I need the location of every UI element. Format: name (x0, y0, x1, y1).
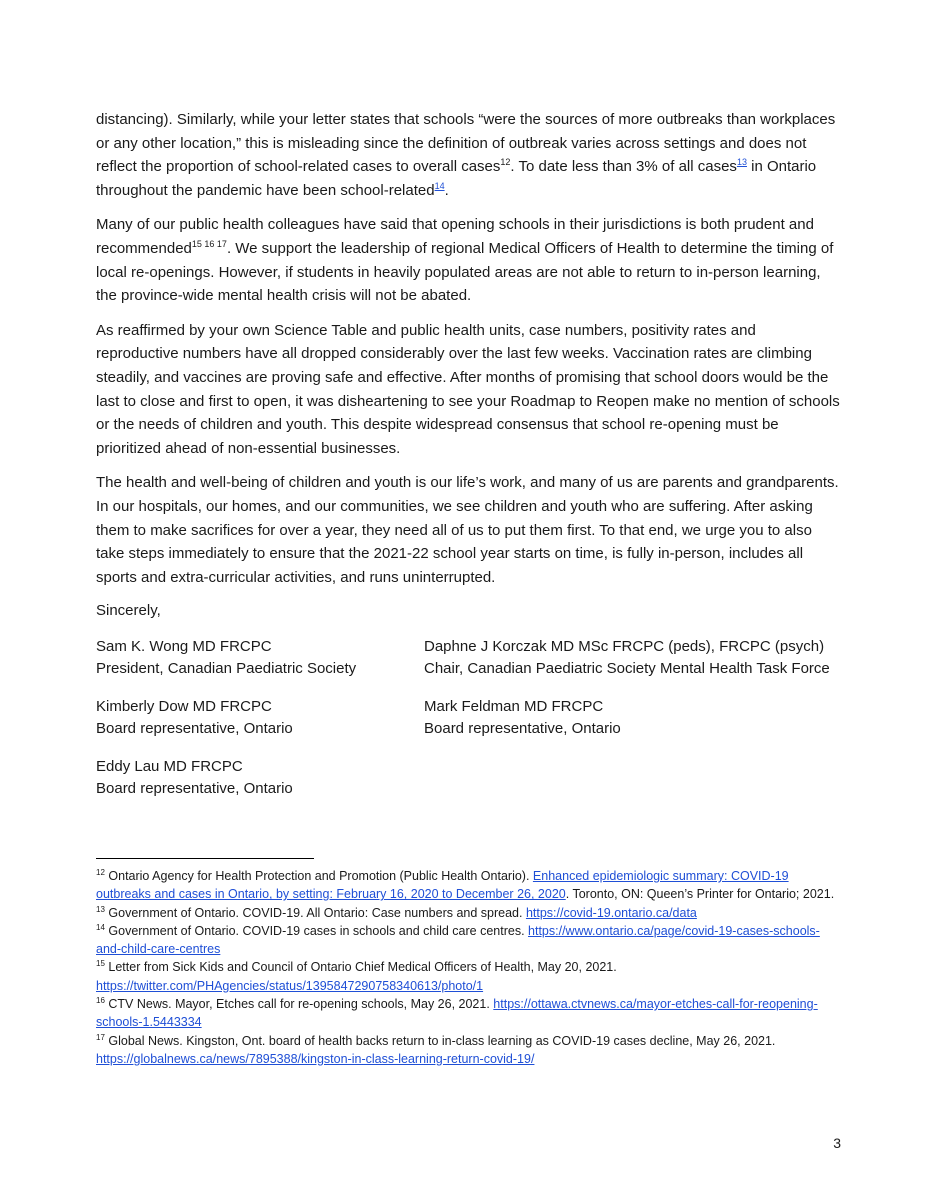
signatory-name: Kimberly Dow MD FRCPC (96, 698, 272, 716)
footnote-link-14[interactable]: 14 (434, 180, 445, 191)
signatory (96, 756, 424, 800)
footnote-14 (96, 922, 841, 959)
p1-text-a: distancing). Similarly, while your letter states that schools “were the sources of more outbreaks than workplaces or any other location,” this is misleading since the definition of outbreak varies across settings and does not reflect the proportion of school-related cases to overall cases (96, 111, 836, 176)
signatory-title: Board representative, Ontario (96, 720, 293, 738)
footnote-number: 12 (96, 867, 105, 877)
footnote-number: 15 (96, 959, 105, 969)
paragraph-4: The health and well-being of children and youth is our life’s work, and many of us are parents and grandparents. In our hospitals, our homes, and our communities, we see children and youth who are suffering. After asking them to make sacrifices for over a year, they need all of us to put them first. To that end, we urge you to also take steps immediately to ensure that the 2021-22 school year starts on time, is fully in-person, includes all sports and extra-curricular activities, and runs uninterrupted. (96, 474, 839, 586)
footnote-13 (96, 904, 841, 922)
signatory (424, 636, 841, 680)
signatory (96, 636, 424, 680)
p2-text-a: Many of our public health colleagues have said that opening schools in their jurisdictions is both prudent and recommended (96, 216, 814, 257)
footnote-link[interactable]: https://twitter.com/PHAgencies/status/1395847290758340613/photo/1 (96, 978, 484, 993)
signatory-name: Mark Feldman MD FRCPC (424, 698, 604, 716)
signatory (424, 696, 841, 740)
footnote-link[interactable]: https://ottawa.ctvnews.ca/mayor-etches-call-for-reopening-schools-1.5443334 (96, 997, 818, 1030)
signatory-name: Eddy Lau MD FRCPC (96, 758, 243, 776)
footnotes (96, 867, 841, 1068)
footnote-text: Ontario Agency for Health Protection and Promotion (Public Health Ontario). (108, 869, 533, 883)
footnote-number: 14 (96, 922, 105, 932)
p1-text-b: . To date less than 3% of all cases (510, 158, 737, 176)
p1-text-d: . (444, 181, 449, 199)
footnote-link[interactable]: Enhanced epidemiologic summary: COVID-19 outbreaks and cases in Ontario, by setting: February 16, 2020 to December 26, 2020 (96, 869, 789, 902)
footnote-number: 13 (96, 904, 105, 914)
p2-text-b: . We support the leadership of regional Medical Officers of Health to determine the timing of local re-openings. However, if students in heavily populated areas are not able to return to in-person learning, the province-wide mental health crisis will not be abated. (96, 239, 834, 305)
signatory-name: Sam K. Wong MD FRCPC (96, 638, 272, 656)
paragraph-1 (96, 108, 841, 202)
footnote-number: 16 (96, 995, 105, 1005)
signatory-title: President, Canadian Paediatric Society (96, 660, 357, 678)
footnote-separator (96, 858, 314, 859)
page-number: 3 (833, 1135, 841, 1151)
footnote-text: CTV News. Mayor, Etches call for re-opening schools, May 26, 2021. (108, 997, 494, 1012)
footnote-17 (96, 1032, 841, 1069)
paragraph-2 (96, 213, 841, 307)
footnote-markers-15-16-17: 15 16 17 (191, 238, 227, 249)
footnote-link[interactable]: https://www.ontario.ca/page/covid-19-cases-schools-and-child-care-centres (96, 923, 820, 957)
footnote-15 (96, 958, 841, 995)
footnote-link[interactable]: https://covid-19.ontario.ca/data (525, 905, 697, 920)
footnote-16 (96, 995, 841, 1032)
signatory (96, 696, 424, 740)
signatory-title: Board representative, Ontario (424, 720, 621, 738)
signatory-title: Board representative, Ontario (96, 780, 293, 798)
footnote-text: Government of Ontario. COVID-19. All Ontario: Case numbers and spread. (108, 905, 526, 920)
closing-salutation: Sincerely, (96, 602, 161, 620)
paragraph-3: As reaffirmed by your own Science Table and public health units, case numbers, positivity rates and reproductive numbers have all dropped considerably over the last few weeks. Vaccination rates are climbing steadily, and vaccines are proving safe and effective. After months of promising that school doors would be the last to close and first to open, it was disheartening to see your Roadmap to Reopen make no mention of schools or the needs of children and youth. This despite widespread consensus that school re-opening must be prioritized ahead of non-essential businesses. (96, 321, 840, 457)
signature-block (96, 636, 841, 800)
footnote-text: Global News. Kingston, Ont. board of health backs return to in-class learning as COVID-19 cases decline, May 26, 2021. (108, 1033, 776, 1048)
signatory-name: Daphne J Korczak MD MSc FRCPC (peds), FRCPC (psych) (424, 638, 825, 656)
footnote-text-tail: . Toronto, ON: Queen’s Printer for Ontario; 2021. (565, 887, 835, 902)
footnote-12 (96, 867, 841, 904)
footnote-text: Letter from Sick Kids and Council of Ontario Chief Medical Officers of Health, May 20, 2021. (108, 960, 617, 975)
footnote-link-13[interactable]: 13 (736, 157, 747, 168)
footnote-text: Government of Ontario. COVID-19 cases in schools and child care centres. (108, 923, 529, 938)
footnote-marker-12: 12 (500, 157, 511, 168)
footnote-link[interactable]: https://globalnews.ca/news/7895388/kingston-in-class-learning-return-covid-19/ (96, 1051, 535, 1066)
footnote-number: 17 (96, 1032, 105, 1042)
p1-text-c: in Ontario throughout the pandemic have been school-related (96, 158, 817, 199)
signatory-title: Chair, Canadian Paediatric Society Mental Health Task Force (424, 660, 830, 678)
letter-body (96, 108, 841, 800)
